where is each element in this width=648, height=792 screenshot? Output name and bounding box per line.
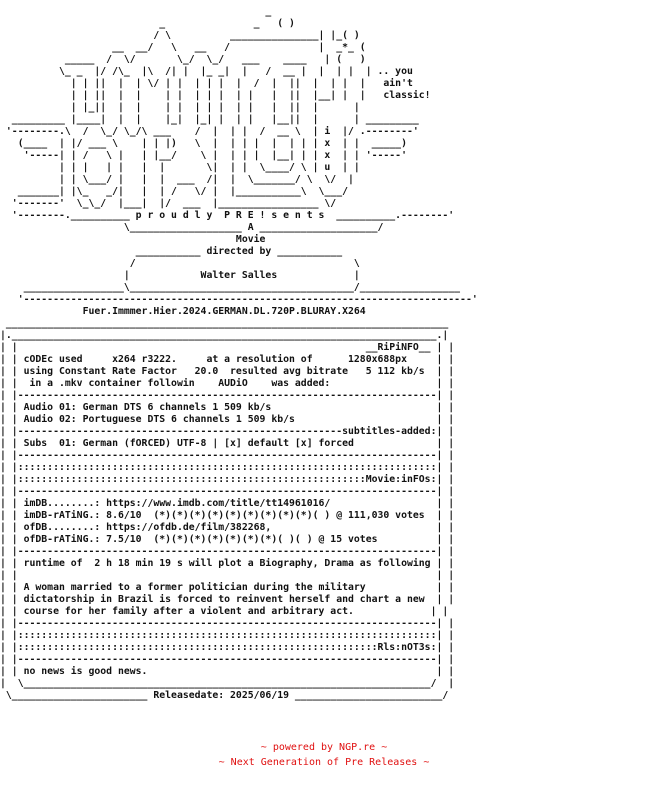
next-generation-line: ~ Next Generation of Pre Releases ~ [218, 757, 430, 768]
powered-by-line: ~ powered by NGP.re ~ [260, 742, 388, 753]
footer-credits [0, 740, 648, 770]
nfo-text: _ _ _ ( ) / \ _______________| |_( ) __ __/ \ __ / | _*_ ( _____ / \/ \_/ \_/ ___ ____ | ( ) \_ _ |/ /\_ |\ /| | |_ _| | / __ | | | | | .. you | | || | | \/ | | | | | | / | || | | | | ain't | | || | | | | | | | | | | || |__| | | classic! | |_|| | | | | | | | | | | || | | _________ |____| | | |_| |_| | | | |__|| | | _________ '--------.\ / \_/ \_/\ ___ / | | | / __ \ | i |/ .--------' (____ | |/ ___ \ | | |) \ | | | | | | | | x | | _____) '-----| | / \ | | |__/ \ | | | | |__| | | x | | '-----' | | | | | | | \| | | \____/ \ | u | | | | \___/ | | | ___ /| | \_______/ \ \/ | _______| |\_ _/| | | / \/ | |___________\ \___/ '-------' \_\_/ |___| |/ ___ |_________________ \/ '--------.__________ p r o u d l y P R E ! s e n t s __________.--------' \___________________ A ____________________/ Movie ___________ directed by ___________ / \ | Walter Salles | _________________\______________________________________/_________________ '----------------------------------------------------------------------------' Fuer.Immmer.Hier.2024.GERMAN.DL.720P.BLURAY.X264 ___________________________________________________________________________ |.________________________________________________________________________.| | | __RiPiNFO__ | | | | cODEc used x264 r3222. at a resolution of 1280x688px | | | | using Constant Rate Factor 20.0 resulted avg bitrate 5 112 kb/s | | | | in a .mkv container followin AUDiO was added: | | | |-----------------------------------------------------------------------| | | | Audio 01: German DTS 6 channels 1 509 kb/s | | | | Audio 02: Portuguese DTS 6 channels 1 509 kb/s | | | |-------------------------------------------------------subtitles-added:| | | | Subs 01: German (fORCED) UTF-8 | [x] default [x] forced | | | |-----------------------------------------------------------------------| | | |:::::::::::::::::::::::::::::::::::::::::::::::::::::::::::::::::::::::| | | |:::::::::::::::::::::::::::::::::::::::::::::::::::::::::::Movie:inFOs:| | | |-----------------------------------------------------------------------| | | | imDB........: https://www.imdb.com/title/tt14961016/ | | | | imDB-rATiNG.: 8.6/10 (*)(*)(*)(*)(*)(*)(*)(*)(*)( ) @ 111,030 votes | | | | ofDB........: https://ofdb.de/film/382268, | | | | ofDB-rATiNG.: 7.5/10 (*)(*)(*)(*)(*)(*)(*)( )( ) @ 15 votes | | | |-----------------------------------------------------------------------| | | | runtime of 2 h 18 min 19 s will plot a Biography, Drama as following | | | | | | | | A woman married to a former politician during the military | | | | dictatorship in Brazil is forced to reinvent herself and chart a new | | | | course for her family after a violent and arbitrary act. | | | |-----------------------------------------------------------------------| | | |:::::::::::::::::::::::::::::::::::::::::::::::::::::::::::::::::::::::| | | |:::::::::::::::::::::::::::::::::::::::::::::::::::::::::::::Rls:nOT3s:| | | |-----------------------------------------------------------------------| | | | no news is good news. | | | \_____________________________________________________________________/ | \_______________________ Releasedate: 2025/06/19 _________________________/ [0, 6, 478, 701]
